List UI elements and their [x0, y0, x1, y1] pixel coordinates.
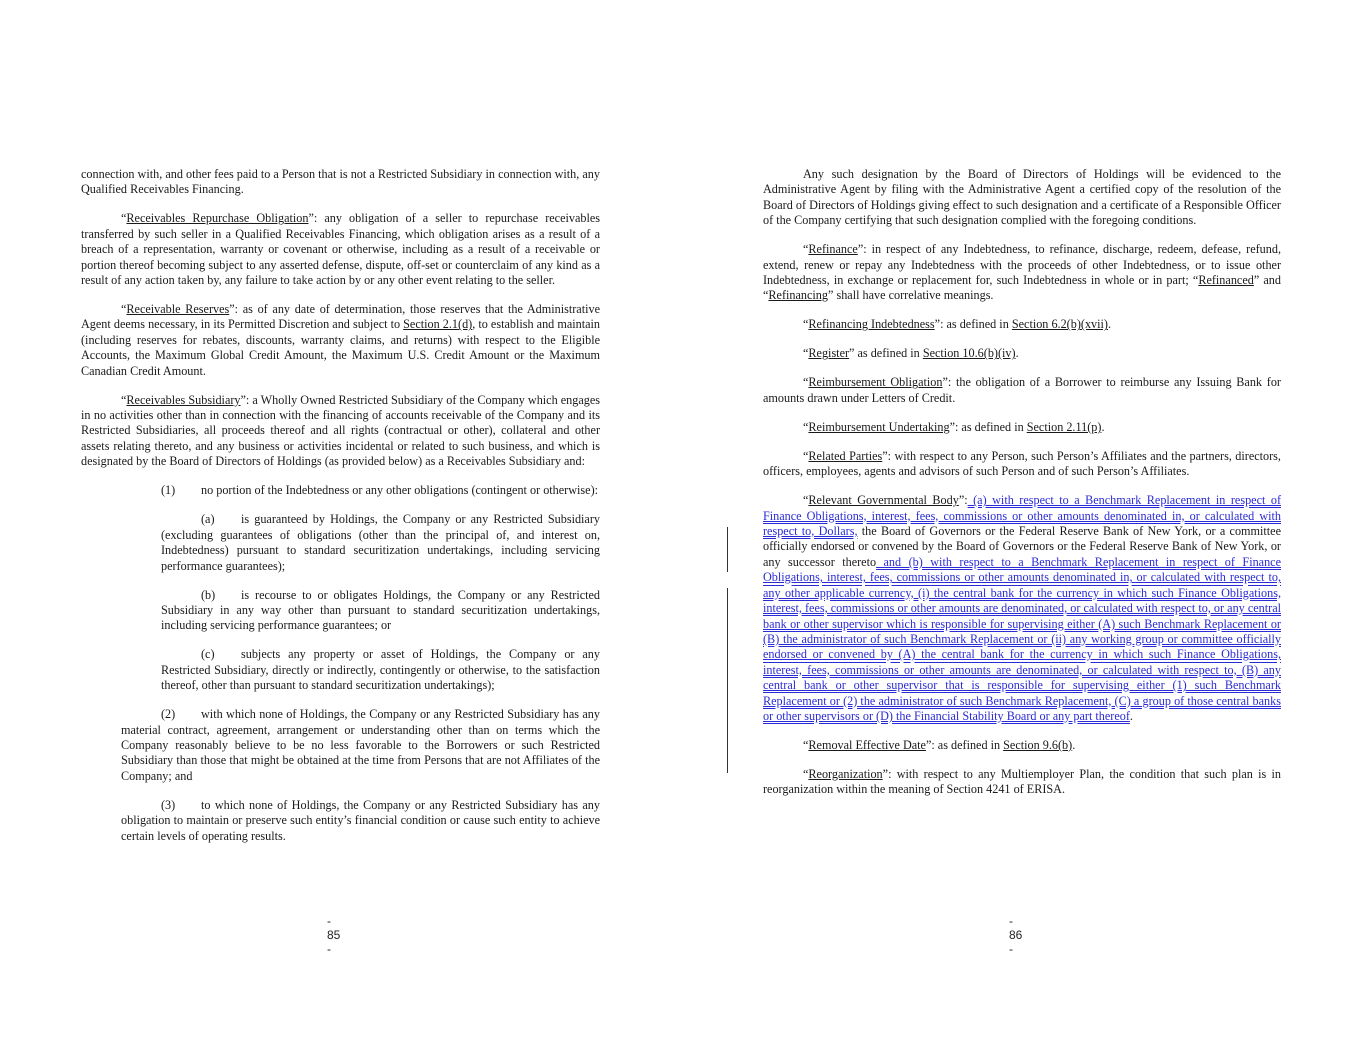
clause-text: is recourse to or obligates Holdings, the Company or any Restricted Subsidiary in any way other than pursuant to standard securitization undertakings, including servicing performance guarantees; or	[161, 587, 600, 633]
section-reference: Section 9.6(b)	[1003, 737, 1073, 752]
section-reference: Section 6.2(b)(xvii)	[1011, 317, 1108, 332]
defined-term: Reorganization	[808, 766, 883, 781]
definition-register	[763, 346, 1281, 361]
definition-text: ”: the obligation of a Borrower to reimburse any Issuing Bank for amounts drawn under Letters of Credit.	[763, 375, 1281, 405]
definition-text: ”: with respect to any Multiemployer Plan, the condition that such plan is in reorganization within the meaning of Section 4241 of ERISA.	[763, 766, 1281, 797]
definition-removal-effective-date	[763, 738, 1281, 753]
inserted-text: and (b) with respect to a Benchmark Replacement in respect of Finance Obligations, interest, fees, commissions or other amounts denominated in, or calculated with respect to, any other applicable currency, (i) the central bank for the currency in which such Finance Obligations, interest, fees, commissions or other amounts are denominated, or calculated with respect to, or any central bank or other supervisor which is responsible for supervising either (A) such Benchmark Replacement or (B) the administrator of such Benchmark Replacement or (ii) any working group or committee officially endorsed or convened by (A) the central bank for the currency in which such Finance Obligations, interest, fees, commissions or other amounts are denominated, or calculated with respect to, (B) any central bank or other supervisor that is responsible for supervising either (1) such Benchmark Replacement or (2) the administrator of such Benchmark Replacement, (C) a group of those central banks or other supervisors or (D) the Financial Stability Board or any part thereof	[763, 554, 1281, 723]
open-quote: “	[803, 375, 809, 390]
clause-3	[121, 798, 600, 844]
clause-c	[161, 647, 600, 693]
revision-change-bar	[727, 527, 728, 572]
definition-text: ”: as defined in	[925, 737, 1004, 752]
open-quote: “	[803, 448, 809, 463]
definition-text: the Board of Governors or the Federal Reserve Bank of New York, or a committee officially endorsed or convened by the Board of Governors or the Federal Reserve Bank of New York, or any successor thereto	[763, 524, 1281, 569]
clause-number: (1)	[161, 483, 176, 498]
clause-text: subjects any property or asset of Holdings, the Company or any Restricted Subsidiary, directly or indirectly, contingently or otherwise, to the satisfaction thereof, other than pursuant to standard securitization undertakings);	[161, 647, 600, 693]
defined-term: Relevant Governmental Body	[808, 493, 959, 508]
definition-receivable-reserves	[81, 302, 600, 379]
definition-text: .	[1015, 346, 1019, 361]
open-quote: “	[803, 737, 809, 752]
definition-text: , to establish and maintain (including reserves for rebates, discounts, warranty claims, and returns) with respect to the Eligible Accounts, the Maximum Global Credit Amount, the Maximum U.S. Credit Amount or the Maximum Canadian Credit Amount.	[81, 317, 600, 378]
definition-relevant-governmental-body	[763, 493, 1281, 724]
section-reference: Section 10.6(b)(iv)	[922, 346, 1016, 361]
defined-term: Refinancing Indebtedness	[808, 317, 935, 332]
definition-text: .	[1129, 708, 1133, 723]
open-quote: “	[803, 242, 809, 257]
definition-text: ”: a Wholly Owned Restricted Subsidiary of the Company which engages in no activities other than in connection with the financing of accounts receivable of the Company and its Restricted Subsidiaries, all proceeds thereof and all rights (contractual or other), collateral and other assets relating thereto, and any business or activities incidental or related to such business, and which is designated by the Board of Directors of Holdings (as provided below) as a Receivables Subsidiary and:	[81, 392, 600, 469]
open-quote: “	[121, 392, 127, 407]
clause-2	[121, 707, 600, 784]
defined-term: Reimbursement Obligation	[808, 375, 943, 390]
defined-term: Refinanced	[1198, 273, 1254, 288]
clause-1	[121, 483, 600, 498]
definition-text: ”: with respect to any Person, such Person’s Affiliates and the partners, directors, officers, employees, agents and advisors of such Person and of such Person’s Affiliates.	[763, 448, 1281, 479]
defined-term: Refinance	[808, 242, 858, 257]
page-number: - 86 -	[1009, 914, 1023, 956]
defined-term: Register	[808, 346, 850, 361]
definition-reimbursement-obligation	[763, 375, 1281, 406]
definition-text: ”: as defined in	[934, 317, 1012, 332]
open-quote: “	[803, 766, 809, 781]
definition-text: ”: any obligation of a seller to repurchase receivables transferred by such seller in a Qualified Receivables Financing, which obligation arises as a result of a breach of a representation, warranty or covenant or otherwise, including as a result of a receivable or portion thereof becoming subject to any asserted defense, dispute, off-set or counterclaim of any kind as a result of any action taken by, any failure to take action by or any other event relating to the seller.	[81, 211, 601, 288]
defined-term: Removal Effective Date	[808, 737, 926, 752]
definition-text: .	[1107, 317, 1112, 332]
designation-paragraph: Any such designation by the Board of Directors of Holdings will be evidenced to the Administrative Agent by filing with the Administrative Agent a certified copy of the resolution of the Board of Directors of Holdings giving effect to such designation and a certificate of a Responsible Officer of the Company certifying that such designation complied with the foregoing conditions.	[763, 167, 1281, 228]
open-quote: “	[803, 419, 809, 434]
right-page-body	[763, 167, 1281, 811]
defined-term: Receivable Reserves	[126, 302, 230, 317]
open-quote: “	[803, 317, 809, 332]
clause-number: (a)	[201, 512, 215, 527]
definition-text: .	[1101, 419, 1105, 434]
defined-term: Refinancing	[768, 288, 828, 303]
definition-text: ” as defined in	[849, 346, 923, 361]
definition-refinance	[763, 242, 1281, 304]
definition-text: ” shall have correlative meanings.	[828, 288, 994, 303]
definition-text: ”:	[958, 493, 968, 508]
clause-b	[161, 588, 600, 634]
defined-term: Receivables Subsidiary	[126, 392, 241, 407]
defined-term: Reimbursement Undertaking	[808, 419, 950, 434]
section-reference: Section 2.11(p)	[1026, 419, 1102, 434]
open-quote: “	[803, 493, 809, 508]
clause-text: with which none of Holdings, the Company or any Restricted Subsidiary has any material contract, agreement, arrangement or understanding other than on terms which the Company reasonably believe to be no less favorable to the Borrowers or such Restricted Subsidiary than those that might be obtained at the time from Persons that are not Affiliates of the Company; and	[121, 707, 600, 783]
open-quote: “	[121, 211, 127, 226]
definition-text: ”: as defined in	[949, 419, 1027, 434]
clause-a	[161, 512, 600, 574]
defined-term: Receivables Repurchase Obligation	[126, 211, 309, 226]
clause-number: (3)	[161, 797, 176, 812]
clause-text: is guaranteed by Holdings, the Company or any Restricted Subsidiary (excluding guarantees of obligations (other than the principal of, and interest on, Indebtedness) pursuant to standard securitization undertakings, including servicing performance guarantees);	[161, 512, 600, 573]
open-quote: “	[121, 302, 127, 317]
definition-refinancing-indebtedness	[763, 317, 1281, 332]
clause-text: to which none of Holdings, the Company or any Restricted Subsidiary has any obligation to maintain or preserve such entity’s financial condition or cause such entity to achieve certain levels of operating results.	[121, 797, 600, 843]
definition-reimbursement-undertaking	[763, 420, 1281, 435]
definition-receivables-subsidiary	[81, 393, 600, 470]
defined-term: Related Parties	[808, 448, 883, 463]
section-reference: Section 2.1(d)	[403, 317, 473, 332]
inserted-text: (a) with respect to a Benchmark Replacement in respect of Finance Obligations, interest, fees, commissions or other amounts denominated in, or calculated with respect to, Dollars,	[763, 493, 1281, 539]
clause-number: (2)	[161, 707, 176, 722]
revision-change-bar	[727, 588, 728, 773]
definition-reorganization	[763, 767, 1281, 798]
open-quote: “	[803, 346, 809, 361]
clause-number: (b)	[201, 587, 216, 602]
clause-text: no portion of the Indebtedness or any other obligations (contingent or otherwise):	[201, 483, 599, 498]
definition-text: .	[1072, 737, 1076, 752]
definition-text: ”: in respect of any Indebtedness, to refinance, discharge, redeem, defease, refund, extend, renew or repay any Indebtedness with the proceeds of other Indebtedness, or to issue other Indebtedness, in exchange or replacement for, such Indebtedness in whole or in part; “	[763, 242, 1281, 288]
definition-related-parties	[763, 449, 1281, 480]
definition-text: ” and “	[763, 273, 1281, 303]
continuation-paragraph: connection with, and other fees paid to a Person that is not a Restricted Subsidiary in connection with, any Qualified Receivables Financing.	[81, 167, 600, 197]
page-number: - 85 -	[327, 914, 341, 956]
left-page-body	[81, 167, 600, 858]
definition-text: ”: as of any date of determination, those reserves that the Administrative Agent deems necessary, in its Permitted Discretion and subject to	[81, 302, 600, 332]
clause-number: (c)	[201, 647, 215, 662]
definition-receivables-repurchase-obligation	[81, 211, 600, 288]
